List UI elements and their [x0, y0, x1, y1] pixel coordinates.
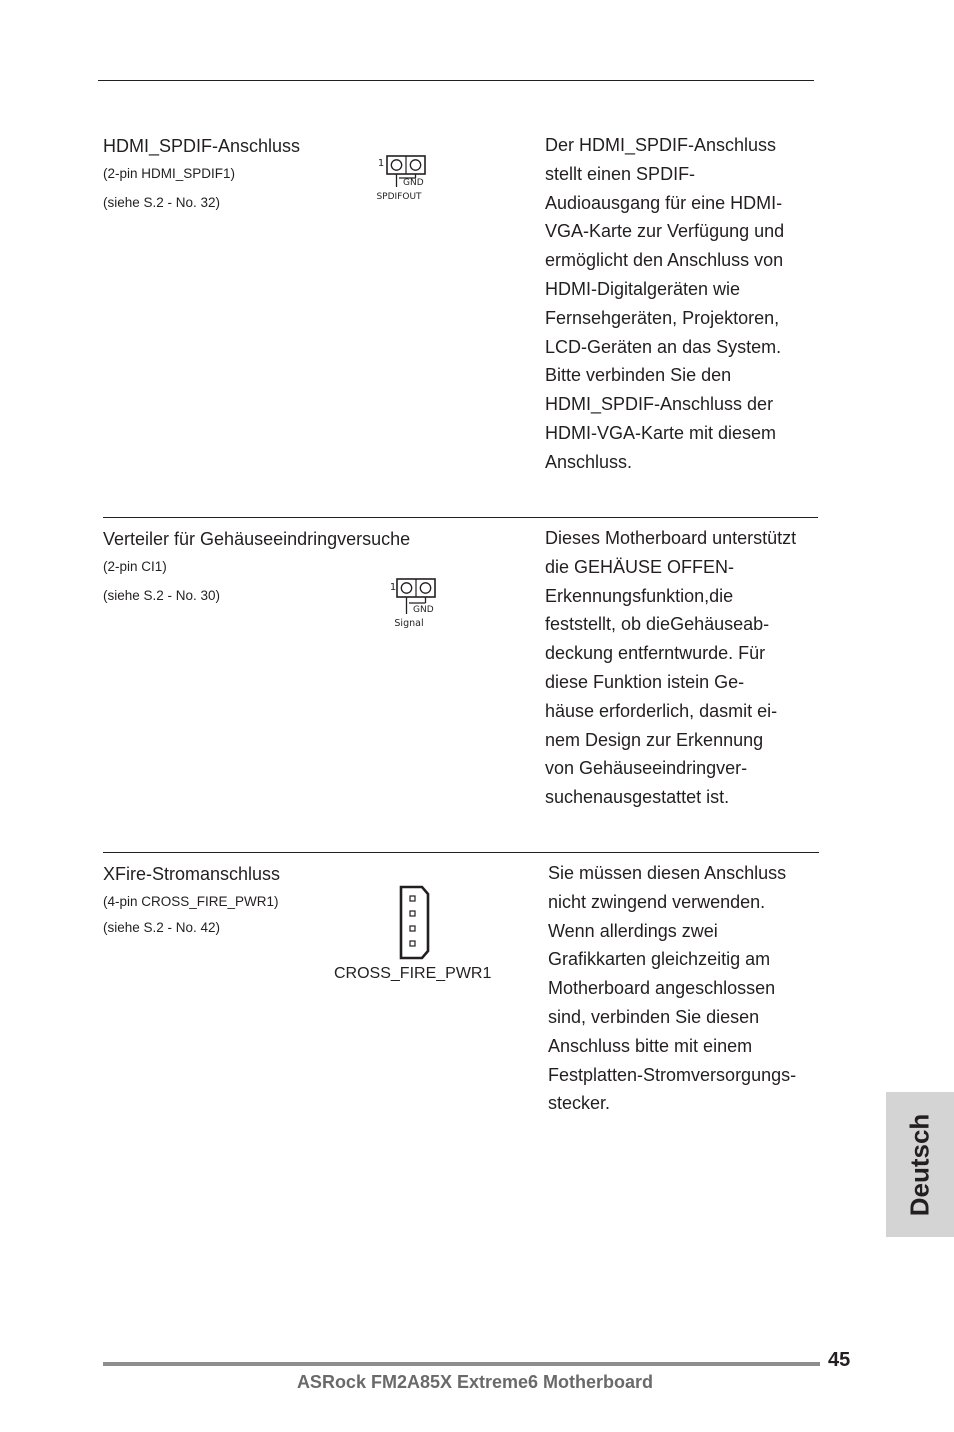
- description-line: Audioausgang für eine HDMI-: [545, 192, 783, 213]
- description-line: suchenausgestattet ist.: [545, 787, 730, 808]
- top-rule: [98, 80, 814, 81]
- pin1-label: 1: [389, 582, 397, 593]
- description-line: Erkennungsfunktion,die: [545, 585, 734, 606]
- description-line: die GEHÄUSE OFFEN-: [545, 556, 735, 577]
- footer-bar: [103, 1362, 820, 1366]
- section-description: [545, 524, 796, 812]
- description-line: Fernsehgeräten, Projektoren,: [545, 307, 780, 328]
- section-description: [545, 131, 784, 477]
- description-line: Anschluss bitte mit einem: [548, 1035, 753, 1056]
- description-line: Der HDMI_SPDIF-Anschluss: [545, 135, 777, 155]
- gnd-label: GND: [403, 178, 424, 188]
- description-line: LCD-Geräten an das System.: [545, 336, 782, 357]
- diagram-caption: Signal: [394, 618, 424, 629]
- description-line: stecker.: [548, 1093, 611, 1114]
- description-line: Dieses Motherboard unterstützt: [545, 528, 797, 548]
- description-line: VGA-Karte zur Verfügung und: [545, 221, 785, 242]
- gnd-label: GND: [413, 605, 434, 615]
- crossfire-power-connector-diagram: [398, 885, 432, 961]
- page-reference: (siehe S.2 - No. 42): [103, 920, 221, 935]
- description-line: Festplatten-Stromversorgungs-: [548, 1064, 797, 1085]
- page-reference: (siehe S.2 - No. 30): [103, 588, 221, 603]
- pin1-label: 1: [377, 158, 385, 169]
- description-line: Motherboard angeschlossen: [548, 978, 776, 999]
- description-line: Bitte verbinden Sie den: [545, 365, 732, 386]
- pin-1: [401, 583, 411, 593]
- chassis-header-diagram: [388, 576, 446, 632]
- description-line: HDMI-VGA-Karte mit diesem: [545, 422, 777, 443]
- section-description: [548, 859, 796, 1118]
- description-line: stellt einen SPDIF-: [545, 163, 696, 184]
- section-title: XFire-Stromanschluss: [103, 864, 281, 884]
- section-divider: [103, 852, 819, 853]
- pin-2: [420, 583, 430, 593]
- diagram-caption: SPDIFOUT: [376, 192, 422, 202]
- pin-2: [410, 911, 415, 916]
- language-tab: [886, 1092, 954, 1237]
- pin-info: (2-pin CI1): [103, 559, 167, 574]
- description-line: deckung entferntwurde. Für: [545, 643, 766, 664]
- description-line: Sie müssen diesen Anschluss: [548, 863, 787, 883]
- pin-1: [391, 160, 401, 170]
- description-line: HDMI-Digitalgeräten wie: [545, 278, 741, 299]
- spdif-header-diagram: [372, 153, 434, 203]
- description-line: ermöglicht den Anschluss von: [545, 250, 784, 271]
- pin-1: [410, 896, 415, 901]
- pin-3: [410, 926, 415, 931]
- diagram-caption: CROSS_FIRE_PWR1: [334, 965, 492, 982]
- description-line: diese Funktion istein Ge-: [545, 671, 745, 692]
- description-line: feststellt, ob dieGehäuseab-: [545, 614, 770, 635]
- pin-info: (4-pin CROSS_FIRE_PWR1): [103, 894, 279, 909]
- description-line: nicht zwingend verwenden.: [548, 891, 766, 912]
- language-tab-label: Deutsch: [904, 1113, 935, 1216]
- pin-2: [410, 160, 420, 170]
- description-line: Wenn allerdings zwei: [548, 920, 718, 941]
- section-divider: [103, 517, 818, 518]
- description-line: nem Design zur Erkennung: [545, 729, 764, 750]
- pin-4: [410, 941, 415, 946]
- description-line: sind, verbinden Sie diesen: [548, 1006, 760, 1027]
- page-reference: (siehe S.2 - No. 32): [103, 195, 221, 210]
- pin-info: (2-pin HDMI_SPDIF1): [103, 166, 236, 181]
- description-line: von Gehäuseeindringver-: [545, 758, 748, 779]
- page-number: 45: [828, 1349, 851, 1371]
- section-title: Verteiler für Gehäuseeindringversuche: [103, 529, 411, 549]
- section-title: HDMI_SPDIF-Anschluss: [103, 136, 301, 156]
- description-line: Anschluss.: [545, 451, 633, 472]
- description-line: häuse erforderlich, dasmit ei-: [545, 700, 778, 721]
- description-line: Grafikkarten gleichzeitig am: [548, 949, 771, 970]
- footer-title: ASRock FM2A85X Extreme6 Motherboard: [296, 1372, 654, 1392]
- description-line: HDMI_SPDIF-Anschluss der: [545, 394, 774, 415]
